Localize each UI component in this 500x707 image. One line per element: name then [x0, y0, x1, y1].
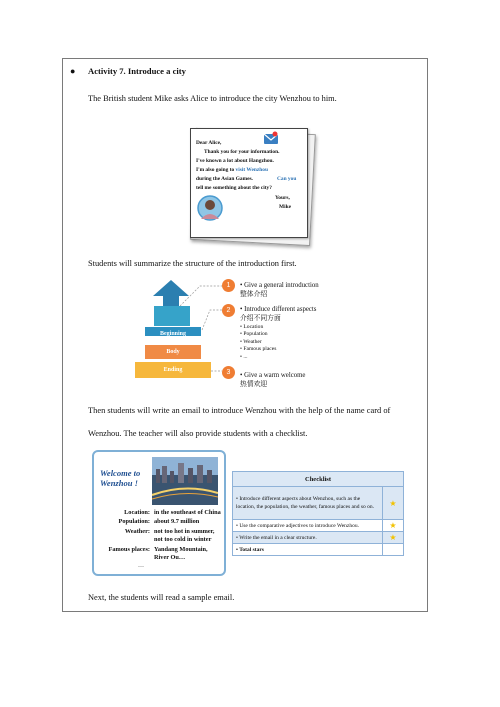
avatar: [197, 195, 223, 221]
city-photo: [152, 457, 218, 505]
star-icon: ★: [383, 487, 404, 520]
letter-line: during the Asian Games.: [196, 176, 253, 182]
step-2-subs: [240, 324, 276, 361]
step-badge-3: 3: [222, 366, 235, 379]
sub-item: • Location: [240, 324, 264, 330]
pyramid-beginning-label: Beginning: [159, 331, 186, 337]
intro-text: The British student Mike asks Alice to introduce the city Wenzhou to him.: [88, 94, 337, 103]
bullet: ●: [70, 66, 76, 76]
star-icon: ★: [383, 520, 404, 532]
activity-title: Activity 7. Introduce a city: [88, 66, 186, 76]
letter-card: [190, 128, 310, 242]
card-ellipsis: …: [138, 563, 144, 569]
card-label: Famous places:: [108, 546, 150, 553]
checklist-row: [233, 487, 404, 520]
paragraph-line: Then students will write an email to introduce Wenzhou with the help of the name card of: [88, 406, 391, 415]
step-badge-2: 2: [222, 304, 235, 317]
card-title: Welcome to Wenzhou !: [100, 468, 141, 488]
card-label: Location:: [124, 509, 150, 516]
card-label: Weather:: [124, 528, 150, 535]
step-text-1: • Give a general introduction 整体介绍: [240, 282, 319, 298]
envelope-icon: [263, 131, 279, 145]
checklist-row: [233, 520, 404, 532]
star-icon: ★: [383, 532, 404, 544]
checklist-table: [232, 471, 404, 556]
sub-item: • Weather: [240, 338, 262, 345]
checklist-row: [233, 544, 404, 556]
name-card: [92, 450, 226, 576]
checklist-title: Checklist: [233, 472, 404, 487]
card-value: not too hot in summer, not too cold in winter: [154, 528, 215, 543]
card-value: Yandang Mountain, River Ou…: [154, 546, 208, 561]
pyramid-body: Body: [145, 345, 201, 359]
letter-highlight: Can you: [277, 176, 297, 182]
sub-item: • Population: [240, 331, 268, 338]
pyramid-ending: Ending: [135, 362, 211, 378]
letter-closing: Yours,: [275, 195, 290, 201]
letter-signature: Mike: [279, 204, 291, 210]
letter-greeting: Dear Alice,: [196, 140, 222, 146]
checklist-total: • Total stars: [233, 544, 383, 556]
closing-text: Next, the students will read a sample email.: [88, 593, 235, 602]
checklist-item: • Introduce different aspects about Wenzhou, such as the location, the population, the weather, famous places and so on.: [233, 487, 383, 520]
step-text-2: • Introduce different aspects 介绍不同方面: [240, 306, 317, 322]
card-value: in the southeast of China: [154, 509, 221, 516]
card-label: Population:: [118, 518, 150, 525]
card-value: about 9.7 million: [154, 518, 200, 525]
sub-item: • ...: [240, 353, 248, 360]
checklist-item: • Use the comparative adjectives to introduce Wenzhou.: [233, 520, 383, 532]
letter-line: tell me something about the city?: [196, 185, 272, 191]
step-badge-1: 1: [222, 279, 235, 292]
step-text-3: • Give a warm welcome 热情欢迎: [240, 372, 306, 388]
letter-line: I've known a lot about Hangzhou.: [196, 158, 274, 164]
letter-line: Thank you for your information.: [204, 149, 280, 155]
checklist-item: • Write the email in a clear structure.: [233, 532, 383, 544]
letter-line: I'm also going to visit Wenzhou: [196, 167, 268, 173]
connector-lines: [180, 280, 225, 380]
sub-item: • Famous places: [240, 346, 277, 353]
checklist-total-cell: [383, 544, 404, 556]
summary-text: Students will summarize the structure of the introduction first.: [88, 259, 297, 268]
checklist-row: [233, 532, 404, 544]
paragraph-line: Wenzhou. The teacher will also provide students with a checklist.: [88, 429, 308, 438]
